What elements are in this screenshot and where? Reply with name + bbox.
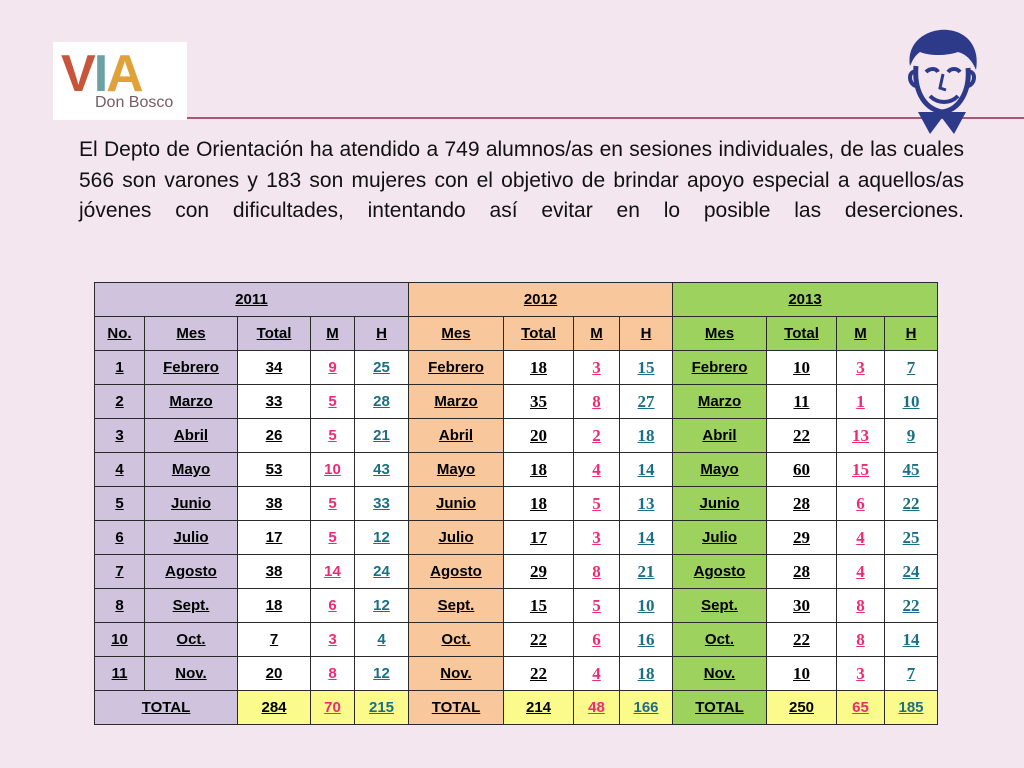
cell-h-2011: 12	[355, 521, 409, 555]
total-m-2013: 65	[837, 691, 885, 725]
table-row	[95, 385, 938, 419]
cell-mes-2013: Sept.	[673, 589, 767, 623]
cell-mes-2013: Abril	[673, 419, 767, 453]
logo-wordmark: VIA	[61, 45, 142, 103]
cell-total-2011: 26	[238, 419, 311, 453]
cell-h-2011: 43	[355, 453, 409, 487]
cell-total-2011: 38	[238, 487, 311, 521]
year-header-row	[95, 283, 938, 317]
cell-total-2012: 22	[504, 623, 574, 657]
cell-h-2013: 24	[885, 555, 938, 589]
cell-mes-2011: Julio	[145, 521, 238, 555]
header-no: No.	[95, 317, 145, 351]
cell-mes-2011: Mayo	[145, 453, 238, 487]
cell-m-2012: 4	[574, 657, 620, 691]
cell-mes-2013: Mayo	[673, 453, 767, 487]
column-header-row	[95, 317, 938, 351]
cell-total-2012: 18	[504, 453, 574, 487]
cell-h-2013: 7	[885, 657, 938, 691]
cell-mes-2011: Agosto	[145, 555, 238, 589]
cell-total-2013: 22	[767, 623, 837, 657]
table-row	[95, 589, 938, 623]
header-total-2011: Total	[238, 317, 311, 351]
cell-h-2011: 21	[355, 419, 409, 453]
cell-total-2011: 33	[238, 385, 311, 419]
header-total-2013: Total	[767, 317, 837, 351]
cell-mes-2011: Abril	[145, 419, 238, 453]
cell-m-2013: 3	[837, 657, 885, 691]
cell-m-2013: 8	[837, 589, 885, 623]
cell-mes-2011: Junio	[145, 487, 238, 521]
cell-total-2011: 7	[238, 623, 311, 657]
cell-no: 10	[95, 623, 145, 657]
header-mes-2013: Mes	[673, 317, 767, 351]
cell-h-2012: 27	[620, 385, 673, 419]
total-h-2013: 185	[885, 691, 938, 725]
cell-mes-2012: Marzo	[409, 385, 504, 419]
header-m-2013: M	[837, 317, 885, 351]
cell-mes-2013: Julio	[673, 521, 767, 555]
total-label-2011: TOTAL	[95, 691, 238, 725]
table-row	[95, 351, 938, 385]
cell-m-2011: 10	[311, 453, 355, 487]
cell-no: 2	[95, 385, 145, 419]
table-row	[95, 419, 938, 453]
cell-total-2013: 22	[767, 419, 837, 453]
cell-h-2012: 21	[620, 555, 673, 589]
cell-total-2013: 30	[767, 589, 837, 623]
logo-subtitle: Don Bosco	[95, 94, 174, 111]
cell-mes-2011: Sept.	[145, 589, 238, 623]
cell-h-2013: 9	[885, 419, 938, 453]
year-2012-header: 2012	[409, 283, 673, 317]
cell-h-2012: 13	[620, 487, 673, 521]
cell-h-2011: 28	[355, 385, 409, 419]
cell-total-2013: 60	[767, 453, 837, 487]
cell-total-2012: 20	[504, 419, 574, 453]
cell-h-2013: 45	[885, 453, 938, 487]
cell-mes-2012: Nov.	[409, 657, 504, 691]
cell-total-2013: 29	[767, 521, 837, 555]
total-h-2012: 166	[620, 691, 673, 725]
cell-mes-2013: Marzo	[673, 385, 767, 419]
table-row	[95, 657, 938, 691]
cell-total-2011: 38	[238, 555, 311, 589]
cell-h-2012: 14	[620, 521, 673, 555]
cell-mes-2013: Febrero	[673, 351, 767, 385]
cell-mes-2013: Oct.	[673, 623, 767, 657]
cell-h-2011: 24	[355, 555, 409, 589]
year-2011-header: 2011	[95, 283, 409, 317]
cell-m-2012: 8	[574, 555, 620, 589]
cell-total-2011: 53	[238, 453, 311, 487]
cell-m-2013: 1	[837, 385, 885, 419]
cell-no: 11	[95, 657, 145, 691]
cell-mes-2012: Julio	[409, 521, 504, 555]
cell-h-2013: 14	[885, 623, 938, 657]
cell-mes-2012: Febrero	[409, 351, 504, 385]
cell-mes-2012: Junio	[409, 487, 504, 521]
cell-h-2011: 4	[355, 623, 409, 657]
cell-h-2013: 10	[885, 385, 938, 419]
cell-m-2013: 15	[837, 453, 885, 487]
cell-m-2012: 4	[574, 453, 620, 487]
cell-total-2012: 29	[504, 555, 574, 589]
header-m-2011: M	[311, 317, 355, 351]
cell-total-2011: 34	[238, 351, 311, 385]
cell-m-2012: 6	[574, 623, 620, 657]
cell-mes-2012: Sept.	[409, 589, 504, 623]
cell-m-2012: 2	[574, 419, 620, 453]
cell-total-2012: 18	[504, 351, 574, 385]
cell-h-2013: 25	[885, 521, 938, 555]
via-don-bosco-logo	[53, 42, 187, 120]
cell-m-2011: 6	[311, 589, 355, 623]
cell-m-2013: 3	[837, 351, 885, 385]
total-m-2012: 48	[574, 691, 620, 725]
cell-mes-2012: Oct.	[409, 623, 504, 657]
cell-mes-2012: Agosto	[409, 555, 504, 589]
total-m-2011: 70	[311, 691, 355, 725]
cell-m-2013: 6	[837, 487, 885, 521]
cell-mes-2012: Mayo	[409, 453, 504, 487]
table-row	[95, 453, 938, 487]
cell-total-2013: 11	[767, 385, 837, 419]
cell-mes-2011: Oct.	[145, 623, 238, 657]
cell-total-2013: 10	[767, 351, 837, 385]
cell-m-2011: 8	[311, 657, 355, 691]
cell-m-2013: 4	[837, 521, 885, 555]
table-row	[95, 521, 938, 555]
cell-m-2013: 8	[837, 623, 885, 657]
attention-stats-table	[94, 282, 938, 725]
cell-h-2011: 33	[355, 487, 409, 521]
cell-mes-2011: Nov.	[145, 657, 238, 691]
cell-h-2012: 15	[620, 351, 673, 385]
header-h-2012: H	[620, 317, 673, 351]
cell-total-2012: 18	[504, 487, 574, 521]
cell-no: 4	[95, 453, 145, 487]
cell-m-2012: 3	[574, 351, 620, 385]
don-bosco-portrait-icon	[896, 26, 986, 134]
header-mes-2011: Mes	[145, 317, 238, 351]
cell-h-2013: 22	[885, 487, 938, 521]
cell-h-2011: 12	[355, 657, 409, 691]
cell-h-2013: 7	[885, 351, 938, 385]
cell-h-2012: 18	[620, 419, 673, 453]
cell-total-2012: 17	[504, 521, 574, 555]
cell-total-2012: 22	[504, 657, 574, 691]
cell-mes-2013: Agosto	[673, 555, 767, 589]
cell-h-2011: 25	[355, 351, 409, 385]
cell-m-2011: 5	[311, 419, 355, 453]
cell-mes-2011: Marzo	[145, 385, 238, 419]
cell-total-2012: 15	[504, 589, 574, 623]
cell-m-2011: 3	[311, 623, 355, 657]
cell-h-2011: 12	[355, 589, 409, 623]
cell-total-2011: 20	[238, 657, 311, 691]
cell-no: 1	[95, 351, 145, 385]
cell-total-2013: 10	[767, 657, 837, 691]
cell-mes-2013: Junio	[673, 487, 767, 521]
total-h-2011: 215	[355, 691, 409, 725]
cell-h-2012: 16	[620, 623, 673, 657]
year-2013-header: 2013	[673, 283, 938, 317]
cell-m-2011: 5	[311, 487, 355, 521]
cell-no: 7	[95, 555, 145, 589]
cell-h-2013: 22	[885, 589, 938, 623]
cell-m-2013: 13	[837, 419, 885, 453]
cell-h-2012: 18	[620, 657, 673, 691]
cell-m-2011: 14	[311, 555, 355, 589]
cell-total-2011: 18	[238, 589, 311, 623]
intro-paragraph: El Depto de Orientación ha atendido a 749 alumnos/as en sesiones individuales, de las cuales 566 son varones y 183 son mujeres con el objetivo de brindar apoyo especial a aquellos/as jóvenes con dificultades, intentando así evitar en lo posible las deserciones.	[79, 138, 964, 222]
cell-total-2012: 35	[504, 385, 574, 419]
cell-h-2012: 10	[620, 589, 673, 623]
total-2011: 284	[238, 691, 311, 725]
cell-m-2011: 5	[311, 521, 355, 555]
cell-m-2012: 5	[574, 589, 620, 623]
cell-m-2011: 5	[311, 385, 355, 419]
cell-m-2011: 9	[311, 351, 355, 385]
header-m-2012: M	[574, 317, 620, 351]
cell-no: 6	[95, 521, 145, 555]
totals-row	[95, 691, 938, 725]
cell-m-2012: 5	[574, 487, 620, 521]
total-label-2012: TOTAL	[409, 691, 504, 725]
total-2013: 250	[767, 691, 837, 725]
cell-no: 8	[95, 589, 145, 623]
header-h-2011: H	[355, 317, 409, 351]
header-total-2012: Total	[504, 317, 574, 351]
table-row	[95, 487, 938, 521]
cell-mes-2012: Abril	[409, 419, 504, 453]
table-row	[95, 623, 938, 657]
header-h-2013: H	[885, 317, 938, 351]
cell-total-2011: 17	[238, 521, 311, 555]
cell-h-2012: 14	[620, 453, 673, 487]
cell-no: 5	[95, 487, 145, 521]
total-2012: 214	[504, 691, 574, 725]
cell-m-2012: 3	[574, 521, 620, 555]
cell-no: 3	[95, 419, 145, 453]
total-label-2013: TOTAL	[673, 691, 767, 725]
cell-m-2012: 8	[574, 385, 620, 419]
table-row	[95, 555, 938, 589]
cell-mes-2013: Nov.	[673, 657, 767, 691]
cell-m-2013: 4	[837, 555, 885, 589]
cell-total-2013: 28	[767, 555, 837, 589]
header-mes-2012: Mes	[409, 317, 504, 351]
cell-mes-2011: Febrero	[145, 351, 238, 385]
cell-total-2013: 28	[767, 487, 837, 521]
